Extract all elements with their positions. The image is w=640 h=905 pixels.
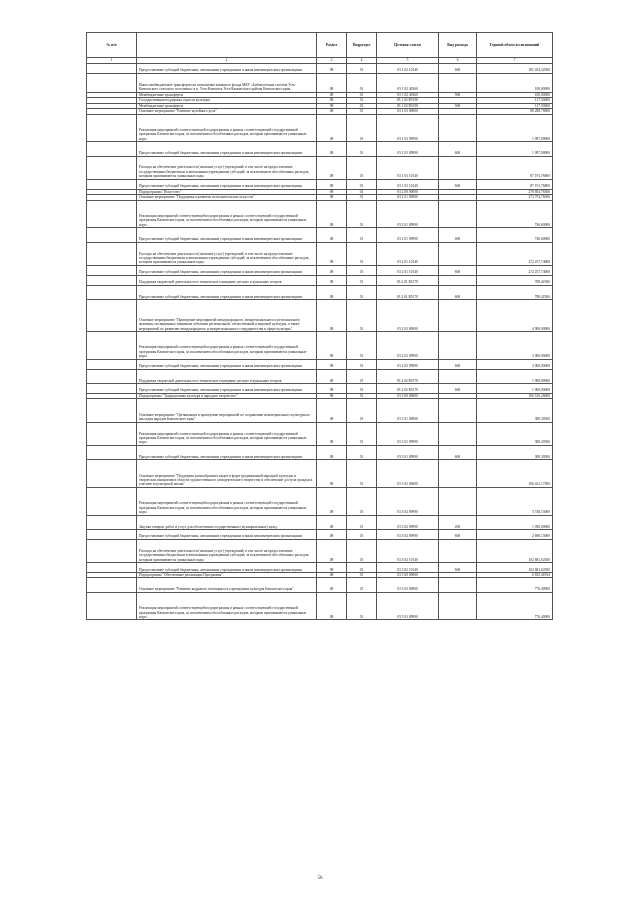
cell-num [87,359,137,369]
cell-section: 08 [317,228,347,242]
cell-section: 08 [317,98,347,103]
cell-name: Государственная поддержка отрасли культуры [137,98,317,103]
cell-target: 03 1 02 40360 [377,92,439,97]
cell-section: 08 [317,445,347,459]
cell-subsection: 01 [347,422,377,445]
cell-expense-type: 600 [439,142,477,156]
cell-target: 03 3 02 09990 [377,515,439,529]
cell-section: 08 [317,515,347,529]
cell-section: 08 [317,156,347,179]
column-number: 3 [317,58,347,64]
cell-subsection: 01 [347,265,377,275]
cell-num [87,265,137,275]
cell-section: 08 [317,539,347,562]
cell-target: 03 2 00 00000 [377,189,439,194]
cell-name: Поддержка творческой деятельности и техническое оснащение детских и кукольных театров [137,275,317,285]
cell-subsection: 01 [347,200,377,228]
cell-expense-type [439,299,477,331]
cell-volume: 3 740,15000 [477,487,553,515]
cell-name: Основное мероприятие "Развитие кадрового потенциала в учреждениях культуры Камчатского края" [137,578,317,592]
cell-target: 03 1 03 09990 [377,142,439,156]
cell-name: Расходы на обеспечение деятельности (оказание услуг) учреждений, в том числе на предоставление государственным бюджетным и автономным учреждениям субсидий, за исключением обособленных расходов, которым присваиваются уникальные коды [137,242,317,265]
cell-num [87,578,137,592]
table-row [87,242,553,265]
cell-expense-type [439,73,477,92]
table-row [87,359,553,369]
cell-expense-type: 200 [439,515,477,529]
cell-num [87,515,137,529]
cell-volume: 1 900,00000 [477,384,553,394]
cell-num [87,242,137,265]
cell-target: 03 1 03 10140 [377,179,439,189]
cell-section: 08 [317,332,347,360]
table-row [87,445,553,459]
cell-expense-type [439,578,477,592]
cell-volume: 788,42306 [477,285,553,299]
cell-expense-type: 600 [439,529,477,539]
table-row [87,460,553,488]
cell-subsection: 01 [347,563,377,573]
cell-volume: 1 900,00000 [477,369,553,383]
cell-num [87,399,137,422]
cell-subsection: 01 [347,578,377,592]
column-number: 7 [477,58,553,64]
cell-target: 03 5 03 09990 [377,592,439,620]
cell-volume: 4 900,00000 [477,299,553,331]
cell-name: Предоставление субсидий бюджетным, автономным учреждениям и иным некоммерческим организациям [137,563,317,573]
cell-expense-type: 600 [439,64,477,74]
cell-num [87,285,137,299]
cell-expense-type: 600 [439,563,477,573]
cell-subsection: 01 [347,156,377,179]
table-row [87,422,553,445]
cell-volume: 776,40000 [477,578,553,592]
cell-section: 08 [317,114,347,142]
cell-name: Реализация мероприятий соответствующей подпрограммы в рамках соответствующей государственной программы Камчатского края, за исключением обособленных расходов, которым присваиваются уникальные коды [137,114,317,142]
table-row [87,539,553,562]
cell-name: Межбюджетные трансферты [137,92,317,97]
cell-volume: 1 097,00000 [477,142,553,156]
cell-expense-type: 600 [439,265,477,275]
table-row [87,179,553,189]
cell-num [87,200,137,228]
cell-subsection: 01 [347,487,377,515]
table-row [87,73,553,92]
cell-section: 08 [317,275,347,285]
cell-num [87,228,137,242]
cell-volume: 1 097,00000 [477,114,553,142]
cell-expense-type [439,487,477,515]
header-section: Раздел [317,33,347,58]
cell-target: 03 2 01 R5170 [377,285,439,299]
cell-name: Реализация мероприятий соответствующей подпрограммы в рамках соответствующей государственной программы Камчатского края, за исключением обособленных расходов, которым присваиваются уникальные коды [137,332,317,360]
cell-name: Расходы на обеспечение деятельности (оказание услуг) учреждений, в том числе на предоставление государственным бюджетным и автономным учреждениям субсидий, за исключением обособленных расходов, которым присваиваются уникальные коды [137,156,317,179]
cell-name: Предоставление субсидий бюджетным, автономным учреждениям и иным некоммерческим организациям [137,285,317,299]
cell-name: Иные межбюджетные трансферты на пополнение книжного фонда МКУ «Библиотечная система Усть-Камчатского сельского поселения» в п. Усть-Камчатск Усть-Камчатского района Камчатского края [137,73,317,92]
cell-name: Предоставление субсидий бюджетным, автономным учреждениям и иным некоммерческим организациям [137,265,317,275]
cell-expense-type [439,399,477,422]
column-number: 2 [137,58,317,64]
cell-name: Предоставление субсидий бюджетным, автономным учреждениям и иным некоммерческим организациям [137,359,317,369]
cell-subsection: 01 [347,515,377,529]
cell-target: 03 5 00 00000 [377,572,439,577]
cell-name: Реализация мероприятий соответствующей подпрограммы в рамках соответствующей государственной программы Камчатского края, за исключением обособленных расходов, которым присваиваются уникальные коды [137,592,317,620]
cell-num [87,422,137,445]
cell-num [87,460,137,488]
table-row [87,529,553,539]
cell-volume: 102 681,02500 [477,539,553,562]
cell-num [87,275,137,285]
cell-target: 03 3 02 09990 [377,529,439,539]
cell-subsection: 01 [347,228,377,242]
cell-name: Основное мероприятие "Проведение мероприятий международного, межрегионального и регионального значения, посвященных значимым событиям региональной, отечественной и мировой культуры, а также мероприятий по развитию международного и межрегионального сотрудничества в сфере культуры" [137,299,317,331]
cell-num [87,142,137,156]
cell-volume: 746,60000 [477,200,553,228]
cell-subsection: 01 [347,98,377,103]
cell-name: Подпрограмма "Искусство" [137,189,317,194]
cell-target: 03 3 02 10140 [377,563,439,573]
cell-target: 03 1 03 10140 [377,156,439,179]
cell-num [87,384,137,394]
cell-target: 03 3 01 00000 [377,399,439,422]
cell-target: 03 2 01 09990 [377,228,439,242]
cell-expense-type: 600 [439,445,477,459]
cell-target: 03 3 01 09990 [377,422,439,445]
cell-expense-type [439,369,477,383]
cell-name: Закупка товаров, работ и услуг для обеспечения государственных (муниципальных) нужд [137,515,317,529]
cell-expense-type [439,592,477,620]
cell-subsection: 01 [347,142,377,156]
cell-section: 08 [317,103,347,108]
cell-target: 03 2 02 R5170 [377,369,439,383]
cell-subsection: 01 [347,529,377,539]
header-name [137,33,317,58]
cell-section: 08 [317,572,347,577]
cell-volume: 117,50000 [477,103,553,108]
cell-subsection: 01 [347,384,377,394]
cell-section: 08 [317,359,347,369]
cell-target: 03 1 03 09990 [377,114,439,142]
cell-volume: 272 257,74000 [477,242,553,265]
cell-target: 03 2 02 R5170 [377,384,439,394]
cell-subsection: 01 [347,445,377,459]
cell-num [87,369,137,383]
cell-target: 03 1 03 00000 [377,109,439,114]
cell-num [87,179,137,189]
cell-target: 03 2 01 10140 [377,242,439,265]
cell-target: 03 2 01 10140 [377,265,439,275]
cell-num [87,299,137,331]
cell-expense-type [439,422,477,445]
column-number: 5 [377,58,439,64]
table-row [87,578,553,592]
cell-volume: 106 421,17500 [477,460,553,488]
cell-volume: 102 681,02500 [477,563,553,573]
cell-target: 03 2 02 00000 [377,299,439,331]
cell-name: Основное мероприятие "Организация и проведение мероприятий по сохранению нематериального культурного наследия народов Камчатского края" [137,399,317,422]
cell-expense-type: 600 [439,179,477,189]
cell-target: 03 2 01 09990 [377,200,439,228]
cell-volume: 746,60000 [477,228,553,242]
cell-volume: 389,30500 [477,399,553,422]
cell-subsection: 01 [347,242,377,265]
cell-section: 08 [317,529,347,539]
cell-name: Межбюджетные трансферты [137,103,317,108]
cell-name: Подпрограмма "Традиционная культура и народное творчество" [137,393,317,398]
cell-subsection: 01 [347,332,377,360]
cell-subsection: 01 [347,179,377,189]
header-expense-type: Вид расхода [439,33,477,58]
table-row [87,299,553,331]
cell-volume: 2 690,15000 [477,529,553,539]
cell-section: 08 [317,487,347,515]
cell-subsection: 01 [347,64,377,74]
cell-expense-type: 500 [439,103,477,108]
cell-name: Предоставление субсидий бюджетным, автономным учреждениям и иным некоммерческим организациям [137,64,317,74]
table-row [87,592,553,620]
cell-num [87,563,137,573]
cell-name: Поддержка творческой деятельности и техническое оснащение детских и кукольных театров [137,369,317,383]
cell-target: 03 3 00 00000 [377,393,439,398]
cell-num [87,529,137,539]
cell-volume: 389,30500 [477,422,553,445]
cell-volume: 88 288,76800 [477,109,553,114]
cell-expense-type [439,242,477,265]
cell-subsection: 01 [347,195,377,200]
cell-subsection: 01 [347,539,377,562]
cell-subsection: 01 [347,460,377,488]
table-row [87,332,553,360]
cell-expense-type [439,275,477,285]
cell-section: 08 [317,299,347,331]
cell-target: 03 1 02 10140 [377,64,439,74]
cell-section: 08 [317,422,347,445]
cell-name: Предоставление субсидий бюджетным, автономным учреждениям и иным некоммерческим организациям [137,445,317,459]
table-row [87,384,553,394]
cell-volume: 273 792,76306 [477,195,553,200]
cell-section: 08 [317,242,347,265]
cell-subsection: 01 [347,275,377,285]
cell-target: 03 3 02 00000 [377,460,439,488]
header-target: Целевая статья [377,33,439,58]
table-body [87,64,553,620]
cell-target: 03 1 02 40360 [377,73,439,92]
cell-section: 08 [317,384,347,394]
cell-num [87,592,137,620]
cell-target: 03 1 02 R5190 [377,103,439,108]
cell-volume: 100,00000 [477,73,553,92]
header-volume: Годовой объем ассигнований [477,33,553,58]
cell-name: Основное мероприятие "Развитие музейного дела" [137,109,317,114]
cell-volume: 278 692,76306 [477,189,553,194]
cell-volume: 87 191,76800 [477,156,553,179]
cell-target: 03 3 02 09990 [377,487,439,515]
cell-target: 03 2 02 09990 [377,332,439,360]
cell-volume: 100,00000 [477,92,553,97]
cell-section: 08 [317,460,347,488]
cell-expense-type: 600 [439,285,477,299]
cell-name: Основное мероприятие "Поддержка в развитие исполнительских искусств" [137,195,317,200]
cell-section: 08 [317,592,347,620]
cell-name: Реализация мероприятий соответствующей подпрограммы в рамках соответствующей государственной программы Камчатского края, за исключением обособленных расходов, которым присваиваются уникальные коды [137,422,317,445]
table-row [87,156,553,179]
cell-section: 08 [317,563,347,573]
column-number: 1 [87,58,137,64]
cell-section: 08 [317,265,347,275]
cell-subsection: 01 [347,299,377,331]
cell-subsection: 01 [347,109,377,114]
cell-num [87,445,137,459]
cell-volume: 181 454,32300 [477,64,553,74]
cell-volume: 776,40000 [477,592,553,620]
table-row [87,515,553,529]
cell-target: 03 5 03 00000 [377,578,439,592]
cell-name: Основное мероприятие "Поддержка разнообразных видов и форм традиционной народной культуры и творческих инициатив в области художественного самодеятельного творчества и обеспечение доступа граждан к участию в культурной жизни" [137,460,317,488]
cell-section: 08 [317,578,347,592]
column-number: 4 [347,58,377,64]
cell-section: 08 [317,142,347,156]
cell-section: 08 [317,64,347,74]
cell-target: 03 2 01 R5170 [377,275,439,285]
cell-section: 08 [317,189,347,194]
cell-volume: 117,50000 [477,98,553,103]
cell-name: Предоставление субсидий бюджетным, автономным учреждениям и иным некоммерческим организациям [137,384,317,394]
cell-num [87,114,137,142]
cell-volume: 788,42306 [477,275,553,285]
cell-target: 03 3 01 09990 [377,445,439,459]
cell-subsection: 01 [347,572,377,577]
table-row [87,563,553,573]
table-row [87,265,553,275]
cell-section: 08 [317,195,347,200]
cell-name: Реализация мероприятий соответствующей подпрограммы в рамках соответствующей государственной программы Камчатского края, за исключением обособленных расходов, которым присваиваются уникальные коды [137,487,317,515]
cell-num [87,487,137,515]
cell-subsection: 01 [347,114,377,142]
cell-subsection: 01 [347,359,377,369]
cell-section: 08 [317,285,347,299]
cell-subsection: 01 [347,592,377,620]
table-row [87,114,553,142]
cell-target: 03 3 02 10140 [377,539,439,562]
cell-section: 08 [317,73,347,92]
cell-num [87,64,137,74]
cell-num [87,73,137,92]
table-row [87,487,553,515]
cell-section: 08 [317,92,347,97]
cell-name: Предоставление субсидий бюджетным, автономным учреждениям и иным некоммерческим организациям [137,142,317,156]
table-row [87,369,553,383]
cell-subsection: 01 [347,103,377,108]
cell-expense-type [439,332,477,360]
cell-target: 03 2 01 00000 [377,195,439,200]
cell-target: 03 2 02 09990 [377,359,439,369]
cell-volume: 6 835,46764 [477,572,553,577]
page-number: 56 [317,876,323,881]
budget-table [86,32,553,620]
cell-name: Реализация мероприятий соответствующей подпрограммы в рамках соответствующей государственной программы Камчатского края, за исключением обособленных расходов, которым присваиваются уникальные коды [137,200,317,228]
cell-expense-type [439,114,477,142]
cell-target: 03 1 02 R5190 [377,98,439,103]
cell-section: 08 [317,369,347,383]
cell-name: Предоставление субсидий бюджетным, автономным учреждениям и иным некоммерческим организациям [137,228,317,242]
cell-name: Подпрограмма "Обеспечение реализации Программы" [137,572,317,577]
table-row [87,64,553,74]
cell-section: 08 [317,179,347,189]
cell-subsection: 01 [347,393,377,398]
cell-section: 08 [317,109,347,114]
cell-volume: 272 257,74000 [477,265,553,275]
cell-name: Предоставление субсидий бюджетным, автономным учреждениям и иным некоммерческим организациям [137,529,317,539]
cell-subsection: 01 [347,73,377,92]
table-row [87,399,553,422]
cell-name: Предоставление субсидий бюджетным, автономным учреждениям и иным некоммерческим организациям [137,179,317,189]
cell-subsection: 01 [347,369,377,383]
cell-volume: 106 510,26000 [477,393,553,398]
cell-subsection: 01 [347,189,377,194]
cell-section: 08 [317,393,347,398]
cell-num [87,332,137,360]
cell-volume: 87 191,76800 [477,179,553,189]
table-row [87,142,553,156]
cell-expense-type: 600 [439,228,477,242]
table-row [87,285,553,299]
cell-volume: 1 050,00000 [477,515,553,529]
header-subsection: Подраздел [347,33,377,58]
table-row [87,228,553,242]
cell-expense-type [439,539,477,562]
cell-subsection: 01 [347,399,377,422]
table-row [87,200,553,228]
cell-section: 08 [317,399,347,422]
table-row [87,275,553,285]
cell-volume: 389,30500 [477,445,553,459]
cell-volume: 3 000,00000 [477,332,553,360]
cell-section: 08 [317,200,347,228]
cell-expense-type: 500 [439,92,477,97]
cell-subsection: 01 [347,92,377,97]
column-number: 6 [439,58,477,64]
cell-num [87,539,137,562]
cell-expense-type [439,156,477,179]
cell-expense-type [439,200,477,228]
cell-expense-type [439,460,477,488]
cell-volume: 3 000,00000 [477,359,553,369]
header-num: № п/п [87,33,137,58]
cell-subsection: 01 [347,285,377,299]
cell-num [87,156,137,179]
cell-name: Расходы на обеспечение деятельности (оказание услуг) учреждений, в том числе на предоставление государственным бюджетным и автономным учреждениям субсидий, за исключением обособленных расходов, которым присваиваются уникальные коды [137,539,317,562]
cell-expense-type: 600 [439,384,477,394]
table-header-row [87,33,553,58]
cell-expense-type: 600 [439,359,477,369]
